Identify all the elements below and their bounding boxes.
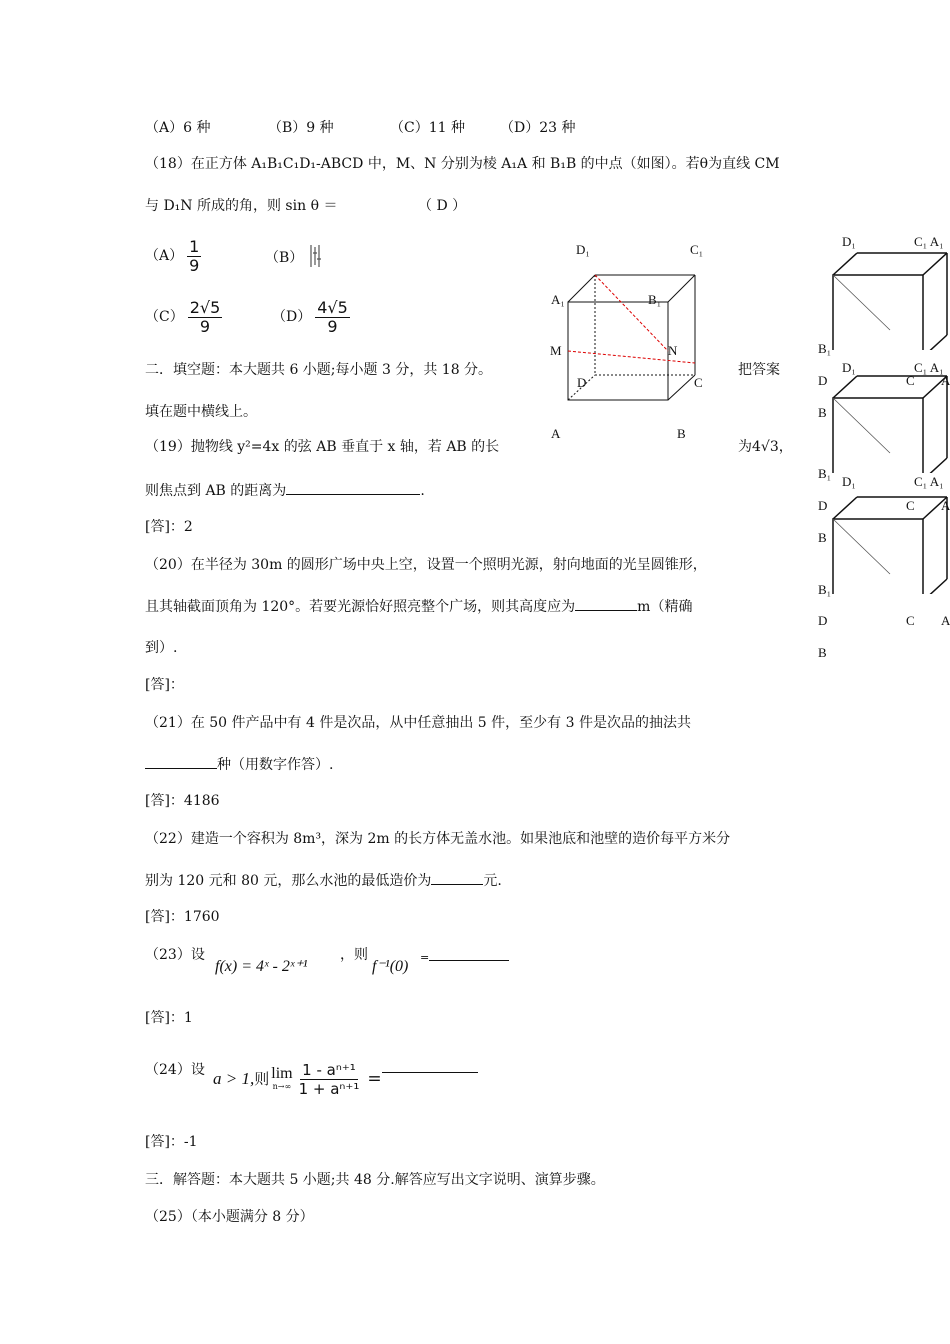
cube-label-d: D: [577, 375, 587, 390]
cube-label-n: N: [668, 343, 678, 358]
q18-option-b-label: （B）: [265, 250, 304, 266]
side-label: C: [906, 613, 915, 628]
answer-blank[interactable]: [429, 960, 509, 961]
side-label: A: [941, 373, 950, 388]
q22-line2-tail: 元.: [483, 873, 502, 889]
q19-line2: 则焦点到 AB 的距离为 .: [145, 483, 425, 499]
side-label: C₁ A₁: [914, 360, 944, 375]
cube-label-a: A: [551, 426, 561, 441]
q21-line2: [145, 755, 333, 775]
answer-blank[interactable]: [286, 494, 420, 495]
fraction-numerator: 4√5: [317, 297, 348, 317]
side-label: D₁: [842, 234, 856, 249]
q18-option-d: [272, 297, 354, 337]
q18-option-d-fraction: [315, 299, 350, 336]
q20-line1: （20）在半径为 30m 的圆形广场中央上空，设置一个照明光源，射向地面的光呈圆锥形，: [145, 557, 707, 573]
side-label: B: [818, 530, 827, 545]
q21-line2-text: 种（用数字作答）.: [217, 757, 334, 773]
side-cube-3: [830, 494, 950, 594]
q20-line2-tail: m（精确: [637, 599, 693, 615]
q23-equals: [420, 947, 509, 968]
side-label: C₁ A₁: [914, 474, 944, 489]
limit-operator: lim: [271, 1065, 293, 1082]
q23-inverse: f⁻¹(0): [372, 958, 409, 975]
q23-mid: ，则: [340, 947, 368, 963]
cube-label-a1: A₁: [551, 292, 565, 307]
broken-formula-image: [308, 243, 324, 269]
q18-option-a: [145, 237, 205, 275]
q19-tail: 为4√3，: [738, 439, 793, 455]
side-label: D: [818, 373, 828, 388]
q24-limit: [271, 1066, 292, 1092]
answer-blank[interactable]: [431, 884, 483, 885]
cube-label-m: M: [550, 343, 562, 358]
fraction-numerator: 2√5: [189, 297, 221, 317]
q24-equals-sign: =: [367, 1069, 382, 1089]
q24-condition: a > 1,: [213, 1069, 255, 1088]
fraction-numerator: 1 - aⁿ⁺¹: [302, 1060, 356, 1079]
q24-formula: [213, 1056, 478, 1102]
q18-line2: 与 D₁N 所成的角，则 sin θ ＝: [145, 198, 338, 214]
cube-label-b1: B₁: [648, 292, 662, 307]
section2-heading-line2: 填在题中横线上。: [145, 404, 257, 420]
cube-label-c: C: [694, 375, 703, 390]
q22-line2-text: 别为 120 元和 80 元，那么水池的最低造价为: [145, 873, 432, 889]
q22-answer: [答]：1760: [145, 909, 220, 925]
side-label: C: [906, 373, 915, 388]
cube-label-c1: C₁: [690, 242, 704, 257]
q18-option-a-label: （A）: [145, 248, 184, 264]
answer-blank[interactable]: [145, 768, 217, 769]
side-label: B₁: [818, 582, 832, 597]
q20-line3: 到）.: [145, 640, 178, 656]
q24-answer: [答]：-1: [145, 1134, 198, 1150]
cube-label-b: B: [677, 426, 686, 441]
q20-line2-text: 且其轴截面顶角为 120°。若要光源恰好照亮整个广场，则其高度应为: [145, 599, 576, 615]
fraction-numerator: 1: [189, 236, 200, 256]
side-label: D: [818, 498, 828, 513]
q18-option-d-label: （D）: [272, 309, 312, 325]
q24-prefix: （24）设: [145, 1062, 205, 1078]
side-label: A: [941, 498, 950, 513]
q22-line1: （22）建造一个容积为 8m³，深为 2m 的长方体无盖水池。如果池底和池壁的造价每平方米分: [145, 831, 731, 847]
q23-formula: f(x) = 4ˣ - 2ˣ⁺¹: [215, 958, 308, 975]
q22-line2: [145, 871, 502, 891]
q18-answer: （ D ）: [418, 198, 467, 214]
q18-option-c-label: （C）: [145, 309, 184, 325]
q17-option-c: （C）11 种: [390, 120, 465, 136]
fraction-denominator: 9: [327, 316, 338, 336]
q23-equals-sign: =: [420, 951, 430, 964]
q17-option-d: （D）23 种: [500, 120, 576, 136]
cube-figure: [555, 265, 755, 425]
side-label: D₁: [842, 474, 856, 489]
side-label: B₁: [818, 466, 832, 481]
fraction-denominator: 9: [199, 316, 211, 336]
q18-option-c: [145, 297, 226, 337]
cube-label-d1: D₁: [576, 242, 590, 257]
fraction-denominator: 1 + aⁿ⁺¹: [298, 1079, 360, 1098]
side-label: A: [941, 613, 950, 628]
side-label: B₁: [818, 341, 832, 356]
answer-blank[interactable]: [382, 1072, 478, 1073]
side-label: B: [818, 645, 827, 660]
side-cube-2: [830, 373, 950, 473]
q25-heading: （25）（本小题满分 8 分）: [145, 1209, 314, 1225]
q24-fraction: [299, 1061, 360, 1098]
side-cube-1: [830, 250, 950, 350]
q23-prefix: （23）设: [145, 947, 205, 963]
side-label: C: [906, 498, 915, 513]
section2-heading-tail: 把答案: [738, 362, 780, 378]
q17-option-b: （B）9 种: [268, 120, 334, 136]
q24-then: 则: [254, 1070, 270, 1088]
q17-option-a: （A）6 种: [145, 120, 211, 136]
q18-option-c-fraction: [188, 299, 223, 336]
fraction-denominator: 9: [189, 255, 200, 275]
side-label: D₁: [842, 360, 856, 375]
side-label: D: [818, 613, 828, 628]
side-label: C₁ A₁: [914, 234, 944, 249]
q19-answer: [答]：2: [145, 519, 193, 535]
answer-blank[interactable]: [575, 610, 637, 611]
q21-line1: （21）在 50 件产品中有 4 件是次品，从中任意抽出 5 件，至少有 3 件是次品的抽法共: [145, 715, 691, 731]
q19-line2-text: 则焦点到 AB 的距离为: [145, 483, 287, 499]
q20-answer: [答]：: [145, 677, 184, 693]
side-label: B: [818, 405, 827, 420]
q21-answer: [答]：4186: [145, 793, 220, 809]
q20-line2: [145, 597, 692, 617]
q18-option-a-fraction: [187, 238, 201, 275]
q19-line1: （19）抛物线 y²=4x 的弦 AB 垂直于 x 轴，若 AB 的长: [145, 439, 500, 455]
q23-answer: [答]：1: [145, 1010, 193, 1026]
limit-subscript: n→∞: [272, 1082, 292, 1091]
q18-option-b: [265, 245, 324, 271]
section2-heading: 二．填空题：本大题共 6 小题;每小题 3 分，共 18 分。: [145, 362, 493, 378]
section3-heading: 三．解答题：本大题共 5 小题;共 48 分.解答应写出文字说明、演算步骤。: [145, 1172, 605, 1188]
q18-line1: （18）在正方体 A₁B₁C₁D₁-ABCD 中，M、N 分别为棱 A₁A 和 B₁B 的中点（如图）。若θ为直线 CM: [145, 156, 780, 172]
